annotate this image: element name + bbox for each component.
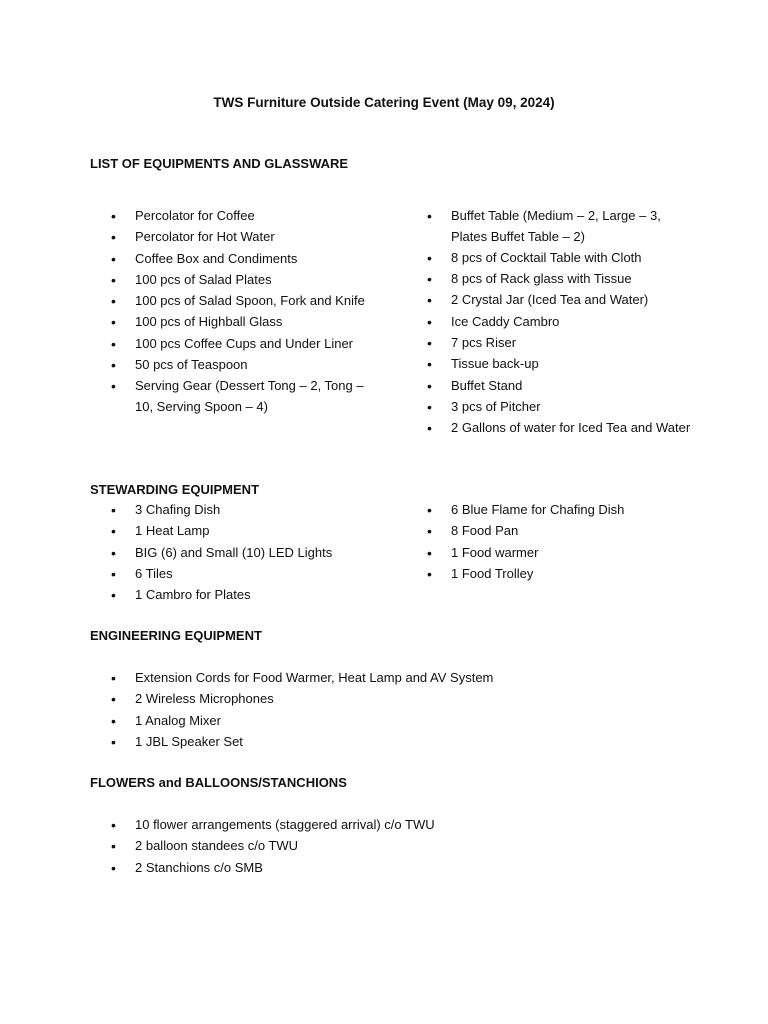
list-item: • 3 pcs of Pitcher	[406, 397, 696, 418]
list-item: • Extension Cords for Food Warmer, Heat Lamp and AV System	[90, 668, 650, 689]
flowers-list	[90, 815, 650, 879]
page-title: TWS Furniture Outside Catering Event (May 09, 2024)	[213, 95, 555, 110]
list-item: • 2 Crystal Jar (Iced Tea and Water)	[406, 290, 696, 311]
list-item: • 6 Tiles	[90, 564, 380, 585]
list-item: • 100 pcs Coffee Cups and Under Liner	[90, 334, 380, 355]
equipment-glassware-list-left	[90, 206, 380, 418]
list-item: • 1 Food warmer	[406, 543, 696, 564]
list-item: • Percolator for Hot Water	[90, 227, 380, 248]
list-item: • 3 Chafing Dish	[90, 500, 380, 521]
list-item: • Buffet Table (Medium – 2, Large – 3, Plates Buffet Table – 2)	[406, 206, 696, 247]
list-item: • Ice Caddy Cambro	[406, 312, 696, 333]
list-item: • 2 balloon standees c/o TWU	[90, 836, 650, 857]
list-item: • 1 Food Trolley	[406, 564, 696, 585]
list-item: • 8 pcs of Cocktail Table with Cloth	[406, 248, 696, 269]
list-item: • 1 Cambro for Plates	[90, 585, 380, 606]
section-heading-equipment-glassware: LIST OF EQUIPMENTS AND GLASSWARE	[90, 156, 349, 171]
list-item: • BIG (6) and Small (10) LED Lights	[90, 543, 380, 564]
list-item: • Percolator for Coffee	[90, 206, 380, 227]
stewarding-list-left	[90, 500, 380, 606]
list-item: • 100 pcs of Salad Spoon, Fork and Knife	[90, 291, 380, 312]
section-heading-engineering: ENGINEERING EQUIPMENT	[90, 628, 262, 643]
list-item: • 1 Analog Mixer	[90, 711, 650, 732]
section-heading-flowers: FLOWERS and BALLOONS/STANCHIONS	[90, 775, 347, 790]
section-heading-stewarding: STEWARDING EQUIPMENT	[90, 482, 260, 497]
list-item: • Coffee Box and Condiments	[90, 249, 380, 270]
list-item: • 10 flower arrangements (staggered arrival) c/o TWU	[90, 815, 650, 836]
list-item: • Buffet Stand	[406, 376, 696, 397]
list-item: • 1 Heat Lamp	[90, 521, 380, 542]
list-item: • 1 JBL Speaker Set	[90, 732, 650, 753]
list-item: • 100 pcs of Highball Glass	[90, 312, 380, 333]
engineering-list	[90, 668, 650, 753]
list-item: • 2 Wireless Microphones	[90, 689, 650, 710]
list-item: • Serving Gear (Dessert Tong – 2, Tong – 10, Serving Spoon – 4)	[90, 376, 380, 417]
list-item: • 2 Stanchions c/o SMB	[90, 858, 650, 879]
stewarding-list-right	[406, 500, 696, 585]
list-item: • 7 pcs Riser	[406, 333, 696, 354]
list-item: • 50 pcs of Teaspoon	[90, 355, 380, 376]
equipment-glassware-list-right	[406, 206, 696, 439]
list-item: • 8 Food Pan	[406, 521, 696, 542]
list-item: • 8 pcs of Rack glass with Tissue	[406, 269, 696, 290]
list-item: • 2 Gallons of water for Iced Tea and Water	[406, 418, 696, 439]
list-item: • 100 pcs of Salad Plates	[90, 270, 380, 291]
list-item: • 6 Blue Flame for Chafing Dish	[406, 500, 696, 521]
list-item: • Tissue back-up	[406, 354, 696, 375]
